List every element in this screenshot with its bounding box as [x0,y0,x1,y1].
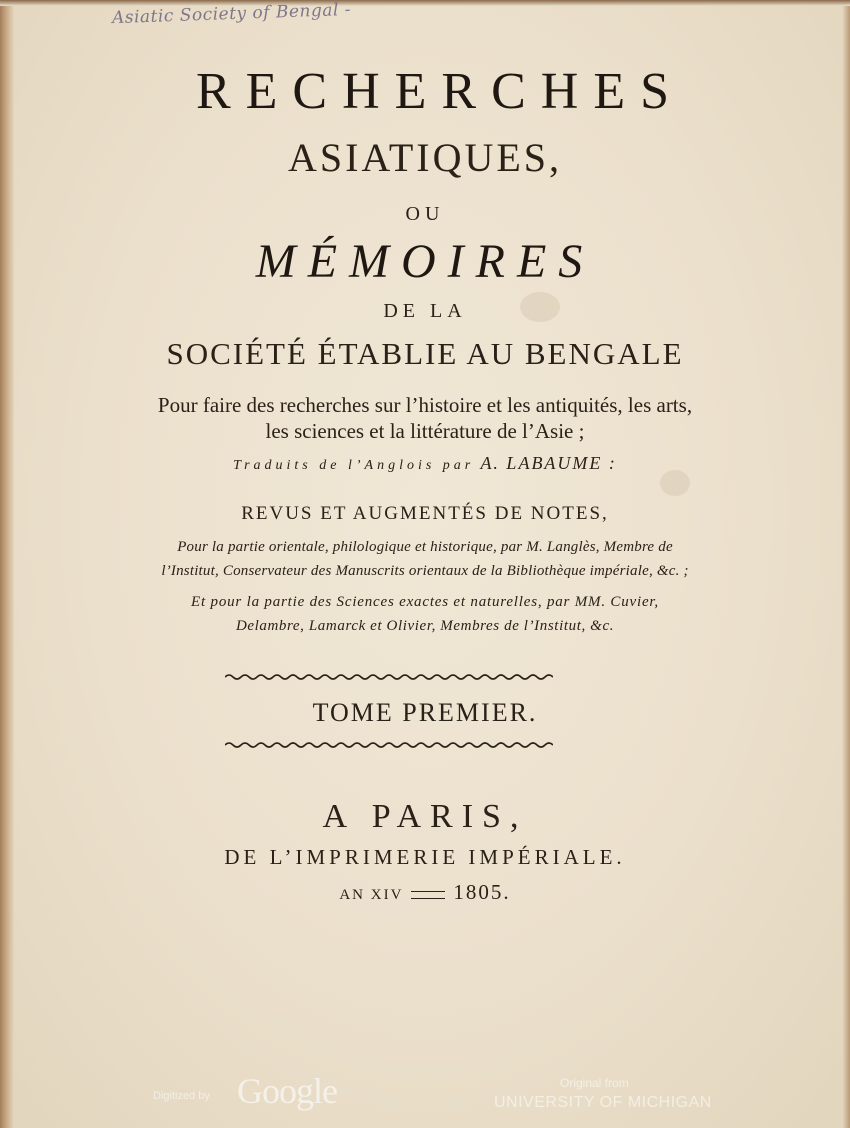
imprint-date [0,880,850,905]
ornamental-rule-bottom [225,741,553,749]
credit-line-4: Delambre, Lamarck et Olivier, Membres de l’Institut, &c. [235,618,615,634]
purpose-line-1: Pour faire des recherches sur l’histoire et les antiquités, les arts, [157,393,693,417]
translator-prefix: Traduits de l’Anglois par [233,458,475,473]
credit-line-2: l’Institut, Conservateur des Manuscrits orientaux de la Bibliothèque impériale, &c. ; [161,563,689,579]
title-memoires: MÉMOIRES [255,235,595,288]
imprint-year: 1805. [453,880,511,904]
credit-line-1: Pour la partie orientale, philologique et historique, par M. Langlès, Membre de [177,539,673,555]
equals-separator [411,891,445,899]
revus-line: REVUS ET AUGMENTÉS DE NOTES, [241,503,609,524]
watermark-digitized: Digitized by [153,1090,210,1102]
imprint-an: AN XIV [339,887,404,903]
watermark-original-from: Original from [560,1076,629,1090]
title-societe: SOCIÉTÉ ÉTABLIE AU BENGALE [166,336,684,371]
imprint-printer: DE L’IMPRIMERIE IMPÉRIALE. [224,845,626,869]
volume-label: TOME PREMIER. [312,698,538,727]
title-conjunction: OU [405,203,445,225]
imprint-city: A PARIS, [322,798,528,835]
credit-line-3: Et pour la partie des Sciences exactes et naturelles, par MM. Cuvier, [191,594,659,610]
handwritten-inscription: Asiatic Society of Bengal - [111,0,352,29]
purpose-line-2: les sciences et la littérature de l’Asie ; [265,419,585,443]
title-de-la: DE LA [383,300,467,322]
watermark-google-logo: Google [237,1071,337,1111]
title-sub: ASIATIQUES, [287,135,563,180]
translator-line [0,453,850,474]
translator-name: A. LABAUME : [480,453,617,473]
title-main: RECHERCHES [195,63,685,120]
ornamental-rule-top [225,673,553,681]
top-edge [0,0,850,6]
watermark-university: UNIVERSITY OF MICHIGAN [494,1094,712,1111]
